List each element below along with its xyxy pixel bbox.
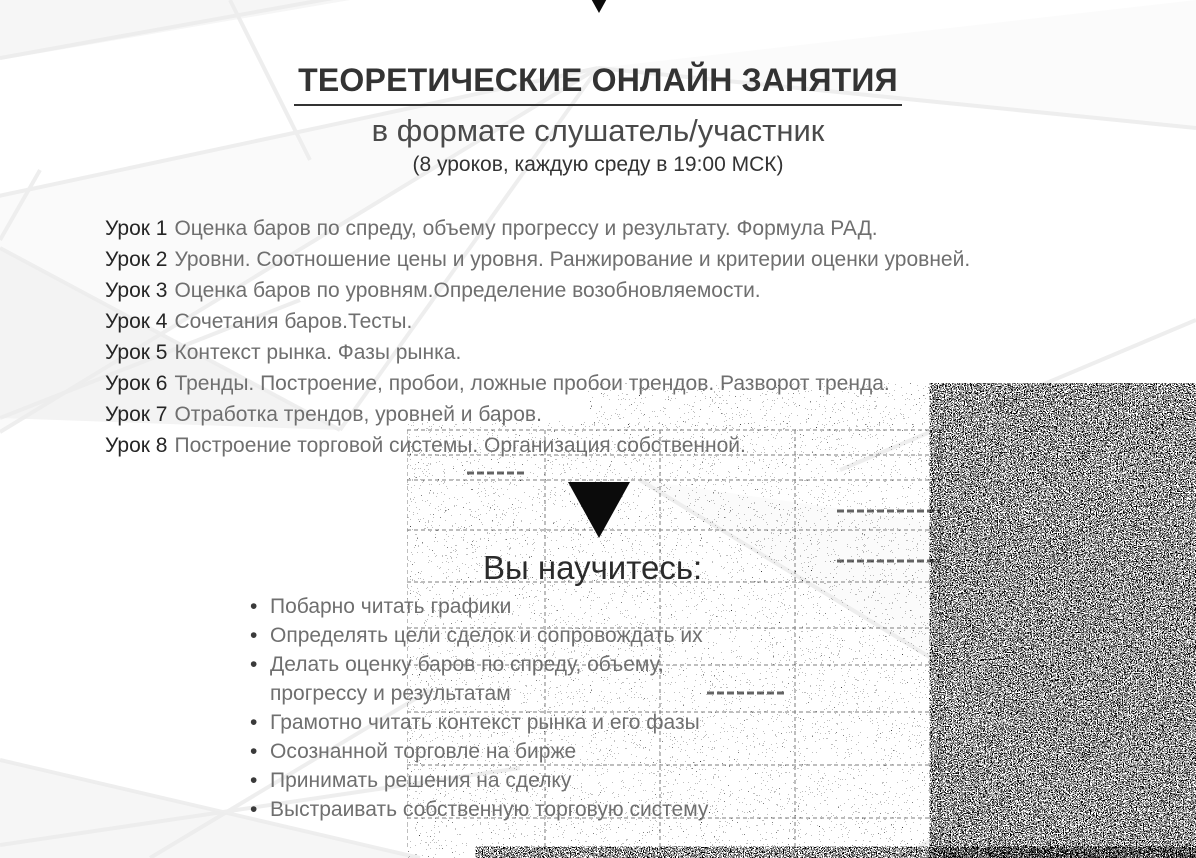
- lesson-item: [105, 430, 1165, 461]
- lesson-label: Урок 2: [105, 248, 168, 271]
- lesson-label: Урок 3: [105, 279, 168, 302]
- lesson-text: Отработка трендов, уровней и баров.: [174, 403, 542, 426]
- lesson-label: Урок 1: [105, 217, 168, 240]
- lesson-text: Тренды. Построение, пробои, ложные пробои трендов. Разворот тренда.: [174, 372, 890, 395]
- lesson-item: [105, 275, 1165, 306]
- lesson-label: Урок 4: [105, 310, 168, 333]
- lesson-label: Урок 7: [105, 403, 168, 426]
- skills-list: [248, 592, 718, 824]
- header: [0, 62, 1196, 178]
- lesson-item: [105, 244, 1165, 275]
- learn-heading: Вы научитесь:: [483, 549, 703, 586]
- skill-item: • Побарно читать графики: [248, 592, 718, 621]
- page-title: ТЕОРЕТИЧЕСКИЕ ОНЛАЙН ЗАНЯТИЯ: [294, 62, 902, 106]
- lesson-item: [105, 337, 1165, 368]
- lesson-text: Уровни. Соотношение цены и уровня. Ранжирование и критерии оценки уровней.: [174, 248, 971, 271]
- lesson-label: Урок 5: [105, 341, 168, 364]
- lesson-item: [105, 306, 1165, 337]
- lesson-list: [105, 213, 1165, 461]
- lesson-item: [105, 368, 1165, 399]
- lesson-item: [105, 399, 1165, 430]
- lesson-label: Урок 8: [105, 434, 168, 457]
- skill-item: • Осознанной торговле на бирже: [248, 737, 718, 766]
- lesson-label: Урок 6: [105, 372, 168, 395]
- down-arrow-tip-icon: [584, 0, 614, 13]
- schedule-note: (8 уроков, каждую среду в 19:00 МСК): [412, 153, 784, 176]
- skill-item: • Грамотно читать контекст рынка и его фазы: [248, 708, 718, 737]
- skill-item: • Делать оценку баров по спреду, объему, прогрессу и результатам: [248, 650, 718, 708]
- lesson-text: Построение торговой системы. Организация собственной.: [174, 434, 746, 457]
- lesson-text: Оценка баров по спреду, объему прогрессу и результату. Формула РАД.: [174, 217, 878, 240]
- subtitle: в формате слушатель/участник: [371, 113, 825, 148]
- skill-item: • Выстраивать собственную торговую систему: [248, 795, 718, 824]
- lesson-text: Оценка баров по уровням.Определение возобновляемости.: [174, 279, 761, 302]
- skill-item: • Определять цели сделок и сопровождать их: [248, 621, 718, 650]
- down-arrow-icon: [568, 482, 630, 538]
- skill-item: • Принимать решения на сделку: [248, 766, 718, 795]
- lesson-text: Сочетания баров.Тесты.: [174, 310, 413, 333]
- lesson-item: [105, 213, 1165, 244]
- lesson-text: Контекст рынка. Фазы рынка.: [174, 341, 462, 364]
